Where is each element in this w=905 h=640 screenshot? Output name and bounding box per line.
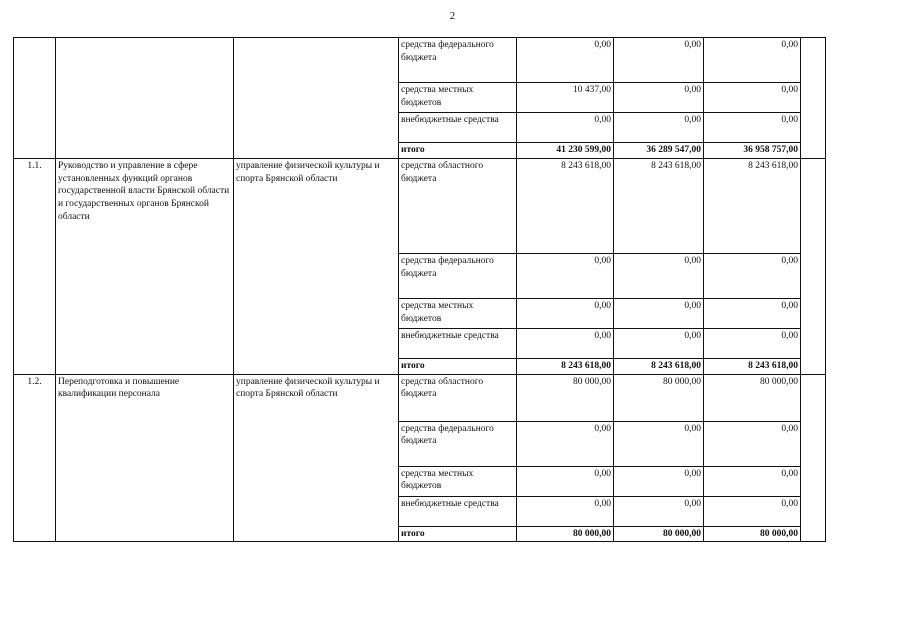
- value-year-3: 0,00: [704, 113, 801, 143]
- value-year-1: 0,00: [517, 466, 614, 496]
- measure-name: Руководство и управление в сфере установленных функций органов государственной власти Брянской области и государственных органов Брянской области: [56, 158, 234, 374]
- value-year-1: 0,00: [517, 328, 614, 358]
- extra-column: [801, 374, 826, 542]
- funding-source: средства федерального бюджета: [399, 253, 517, 298]
- value-year-3: 0,00: [704, 298, 801, 328]
- value-year-2: 0,00: [614, 113, 704, 143]
- funding-source: средства федерального бюджета: [399, 38, 517, 83]
- executor: управление физической культуры и спорта Брянской области: [234, 374, 399, 542]
- value-year-2: 8 243 618,00: [614, 358, 704, 374]
- measure-name: Переподготовка и повышение квалификации персонала: [56, 374, 234, 542]
- value-year-1: 10 437,00: [517, 83, 614, 113]
- executor: управление физической культуры и спорта Брянской области: [234, 158, 399, 374]
- value-year-2: 0,00: [614, 253, 704, 298]
- value-year-1: 0,00: [517, 298, 614, 328]
- table-row: [14, 38, 826, 83]
- table-row: [14, 374, 826, 421]
- value-year-2: 0,00: [614, 328, 704, 358]
- value-year-2: 80 000,00: [614, 526, 704, 542]
- value-year-2: 80 000,00: [614, 374, 704, 421]
- funding-source: итого: [399, 358, 517, 374]
- page-number: 2: [449, 10, 456, 22]
- value-year-1: 8 243 618,00: [517, 358, 614, 374]
- funding-source: внебюджетные средства: [399, 328, 517, 358]
- value-year-1: 0,00: [517, 421, 614, 466]
- funding-source: средства местных бюджетов: [399, 298, 517, 328]
- executor: [234, 38, 399, 159]
- value-year-1: 80 000,00: [517, 374, 614, 421]
- row-number: 1.1.: [14, 158, 56, 374]
- value-year-3: 80 000,00: [704, 526, 801, 542]
- value-year-2: 0,00: [614, 496, 704, 526]
- funding-source: средства местных бюджетов: [399, 466, 517, 496]
- funding-source: средства федерального бюджета: [399, 421, 517, 466]
- measure-name: [56, 38, 234, 159]
- value-year-2: 8 243 618,00: [614, 158, 704, 253]
- funding-source: итого: [399, 526, 517, 542]
- budget-table: [13, 37, 826, 542]
- funding-source: средства областного бюджета: [399, 158, 517, 253]
- funding-source: средства областного бюджета: [399, 374, 517, 421]
- value-year-3: 0,00: [704, 466, 801, 496]
- funding-source: средства местных бюджетов: [399, 83, 517, 113]
- funding-source: внебюджетные средства: [399, 496, 517, 526]
- value-year-1: 80 000,00: [517, 526, 614, 542]
- value-year-3: 36 958 757,00: [704, 143, 801, 159]
- value-year-2: 0,00: [614, 38, 704, 83]
- value-year-3: 0,00: [704, 496, 801, 526]
- value-year-3: 8 243 618,00: [704, 358, 801, 374]
- value-year-3: 0,00: [704, 38, 801, 83]
- value-year-3: 0,00: [704, 83, 801, 113]
- value-year-1: 41 230 599,00: [517, 143, 614, 159]
- value-year-1: 0,00: [517, 113, 614, 143]
- value-year-2: 0,00: [614, 298, 704, 328]
- value-year-3: 0,00: [704, 421, 801, 466]
- funding-source: итого: [399, 143, 517, 159]
- funding-source: внебюджетные средства: [399, 113, 517, 143]
- extra-column: [801, 38, 826, 159]
- value-year-3: 0,00: [704, 328, 801, 358]
- table-row: [14, 158, 826, 253]
- value-year-1: 0,00: [517, 496, 614, 526]
- value-year-2: 0,00: [614, 421, 704, 466]
- value-year-3: 0,00: [704, 253, 801, 298]
- value-year-3: 8 243 618,00: [704, 158, 801, 253]
- row-number: [14, 38, 56, 159]
- value-year-2: 0,00: [614, 466, 704, 496]
- value-year-1: 0,00: [517, 38, 614, 83]
- value-year-2: 36 289 547,00: [614, 143, 704, 159]
- extra-column: [801, 158, 826, 374]
- value-year-1: 0,00: [517, 253, 614, 298]
- row-number: 1.2.: [14, 374, 56, 542]
- value-year-2: 0,00: [614, 83, 704, 113]
- value-year-3: 80 000,00: [704, 374, 801, 421]
- value-year-1: 8 243 618,00: [517, 158, 614, 253]
